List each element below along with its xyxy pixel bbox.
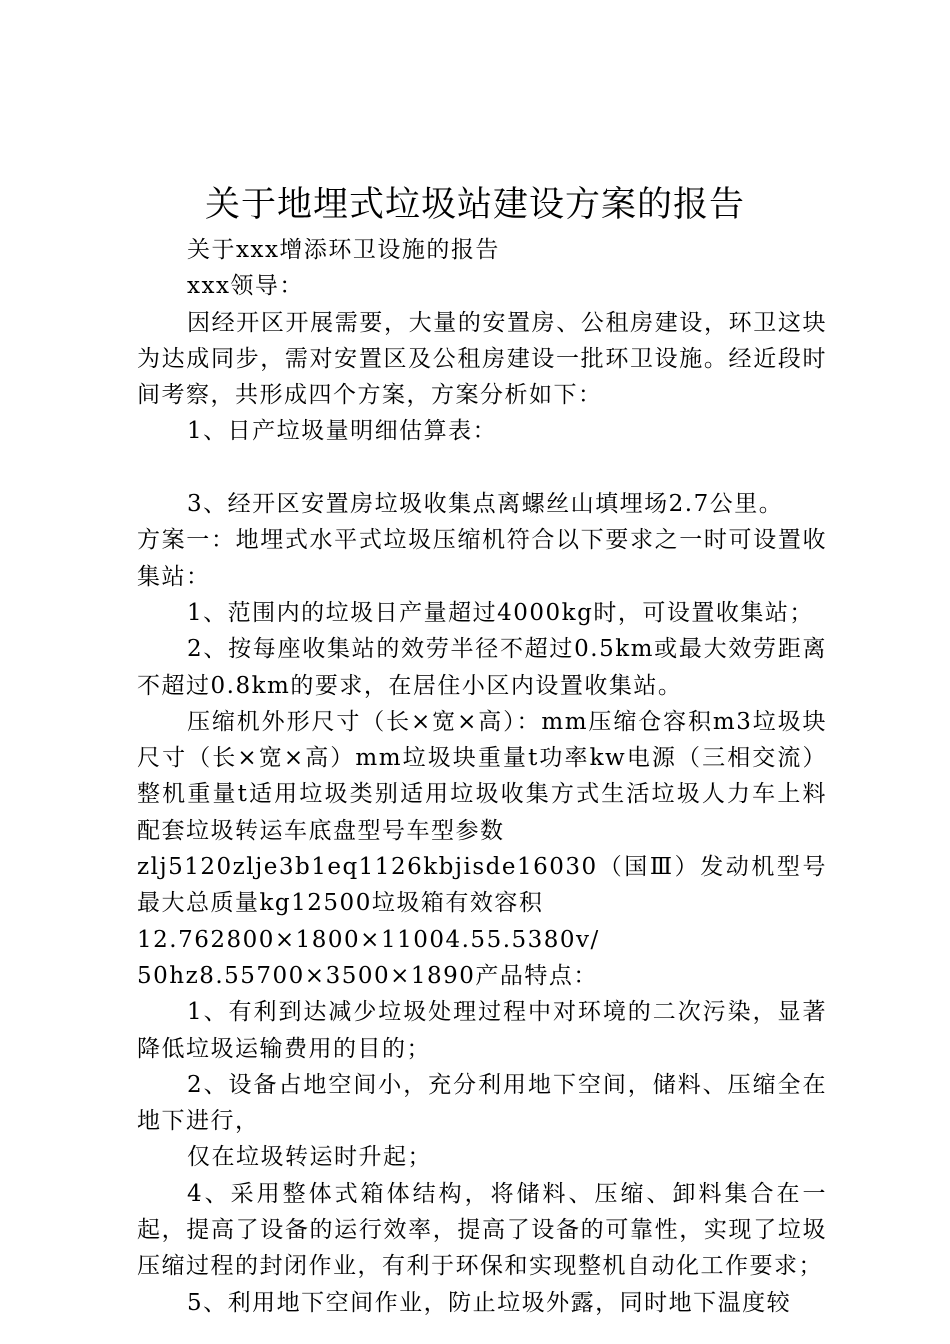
paragraph-feature-2: 2、设备占地空间小，充分利用地下空间，储料、压缩全在地下进行， (137, 1071, 827, 1135)
paragraph-compressor-specs: 压缩机外形尺寸（长×宽×高）：mm压缩仓容积m3垃圾块尺寸（长×宽×高）mm垃圾块重量t功率kw电源（三相交流）整机重量t适用垃圾类别适用垃圾收集方式生活垃圾人力车上料配套垃圾转运车底盘型号车型参数 (137, 708, 827, 844)
paragraph-report-subject: 关于xxx增添环卫设施的报告 (187, 237, 500, 263)
paragraph-requirement-1: 1、范围内的垃圾日产量超过4000kg时，可设置收集站； (187, 599, 814, 626)
paragraph-background: 因经开区开展需要，大量的安置房、公租房建设，环卫这块为达成同步，需对安置区及公租房建设一批环卫设施。经近段时间考察，共形成四个方案，方案分析如下： (137, 309, 827, 409)
document-body (137, 232, 827, 1321)
paragraph-item-3-distance: 3、经开区安置房垃圾收集点离螺丝山填埋场2.7公里。 (187, 491, 784, 518)
paragraph-item-1-estimate: 1、日产垃圾量明细估算表： (187, 418, 498, 445)
paragraph-salutation: xxx领导： (187, 273, 304, 300)
paragraph-spec-values-2: 50hz8.55700×3500×1890产品特点： (137, 962, 598, 989)
paragraph-requirement-2: 2、按每座收集站的效劳半径不超过0.5km或最大效劳距离不超过0.8km的要求，在居住小区内设置收集站。 (137, 636, 827, 699)
paragraph-feature-5: 5、利用地下空间作业，防止垃圾外露，同时地下温度较 (187, 1289, 792, 1316)
paragraph-plan-one: 方案一：地埋式水平式垃圾压缩机符合以下要求之一时可设置收集站： (137, 527, 827, 590)
paragraph-feature-1: 1、有利到达减少垃圾处理过程中对环境的二次污染，显著降低垃圾运输费用的目的； (137, 999, 827, 1062)
blank-line (137, 450, 827, 486)
paragraph-feature-4: 4、采用整体式箱体结构，将储料、压缩、卸料集合在一起，提高了设备的运行效率，提高了设备的可靠性，实现了垃圾压缩过程的封闭作业，有利于环保和实现整机自动化工作要求； (137, 1180, 827, 1280)
paragraph-spec-values-1: 12.762800×1800×11004.55.5380v/ (137, 926, 600, 953)
paragraph-chassis-model: zlj5120zlje3b1eq1126kbjisde16030（国Ⅲ）发动机型号最大总质量kg12500垃圾箱有效容积 (137, 854, 827, 917)
paragraph-feature-2-cont: 仅在垃圾转运时升起； (187, 1144, 432, 1171)
document-title: 关于地埋式垃圾站建设方案的报告 (204, 185, 745, 225)
